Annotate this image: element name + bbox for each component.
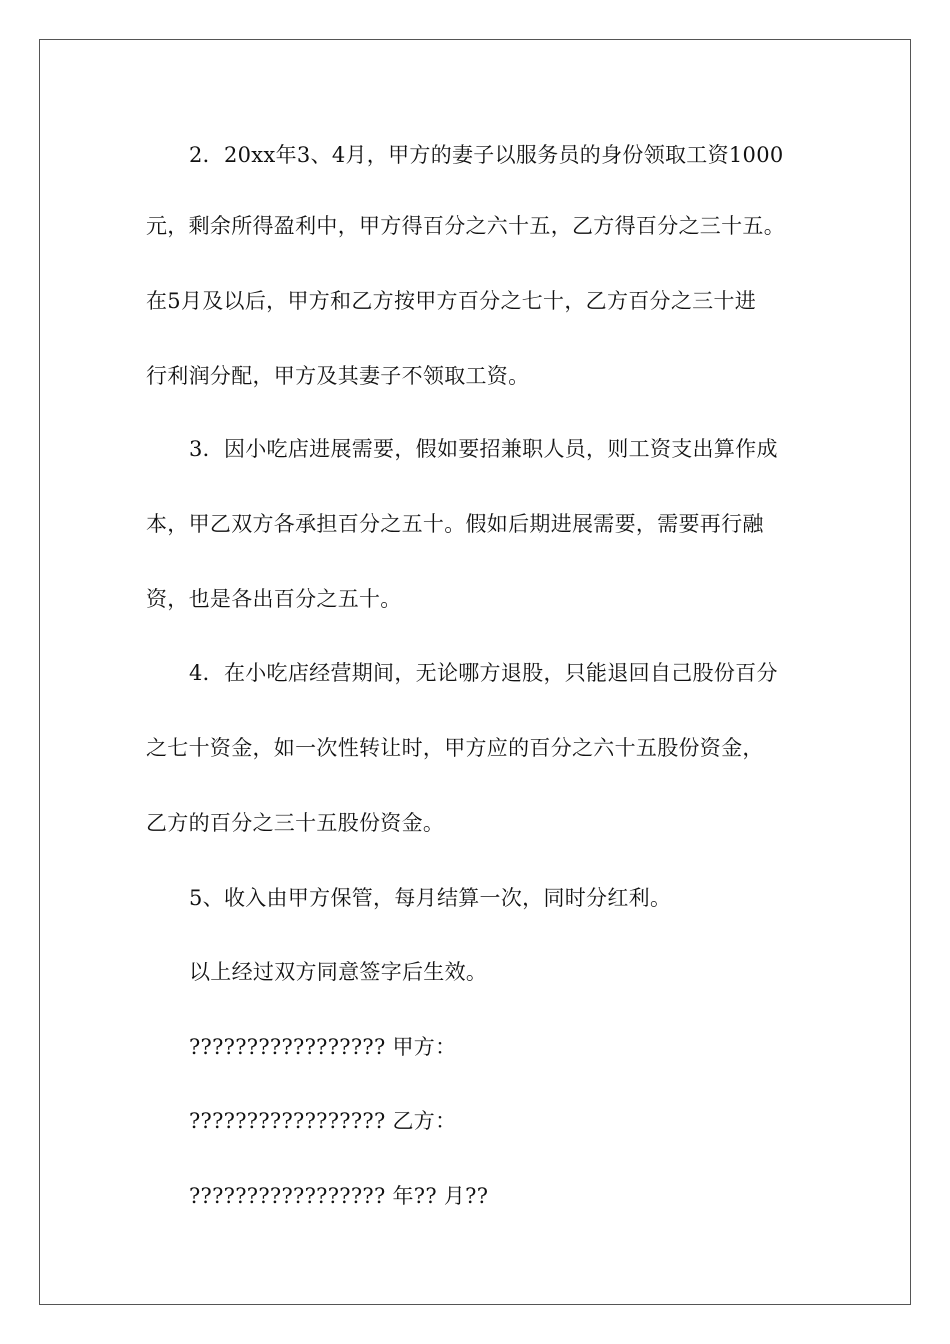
closing-statement: 以上经过双方同意签字后生效。 (189, 960, 488, 984)
paragraph-3-line-2: 本，甲乙双方各承担百分之五十。假如后期进展需要，需要再行融 (146, 512, 764, 536)
paragraph-3-line-1: 3．因小吃店进展需要，假如要招兼职人员，则工资支出算作成 (189, 437, 778, 461)
paragraph-3-line-3: 资，也是各出百分之五十。 (146, 587, 402, 611)
paragraph-2-line-3: 在5月及以后，甲方和乙方按甲方百分之七十，乙方百分之三十进 (146, 289, 757, 313)
paragraph-2-line-2: 元，剩余所得盈利中，甲方得百分之六十五，乙方得百分之三十五。 (146, 214, 785, 238)
signature-party-b: ????????????????? 乙方： (189, 1109, 457, 1133)
signature-party-a: ????????????????? 甲方： (189, 1035, 457, 1059)
signature-date: ????????????????? 年?? 月?? (189, 1184, 489, 1208)
paragraph-5: 5、收入由甲方保管，每月结算一次，同时分红利。 (189, 886, 672, 910)
paragraph-2-line-4: 行利润分配，甲方及其妻子不领取工资。 (146, 364, 530, 388)
paragraph-4-line-3: 乙方的百分之三十五股份资金。 (146, 811, 445, 835)
paragraph-4-line-2: 之七十资金，如一次性转让时，甲方应的百分之六十五股份资金， (146, 736, 764, 760)
paragraph-2-line-1: 2．20xx年3、4月，甲方的妻子以服务员的身份领取工资1000 (189, 143, 784, 167)
paragraph-4-line-1: 4．在小吃店经营期间，无论哪方退股，只能退回自己股份百分 (189, 661, 778, 685)
